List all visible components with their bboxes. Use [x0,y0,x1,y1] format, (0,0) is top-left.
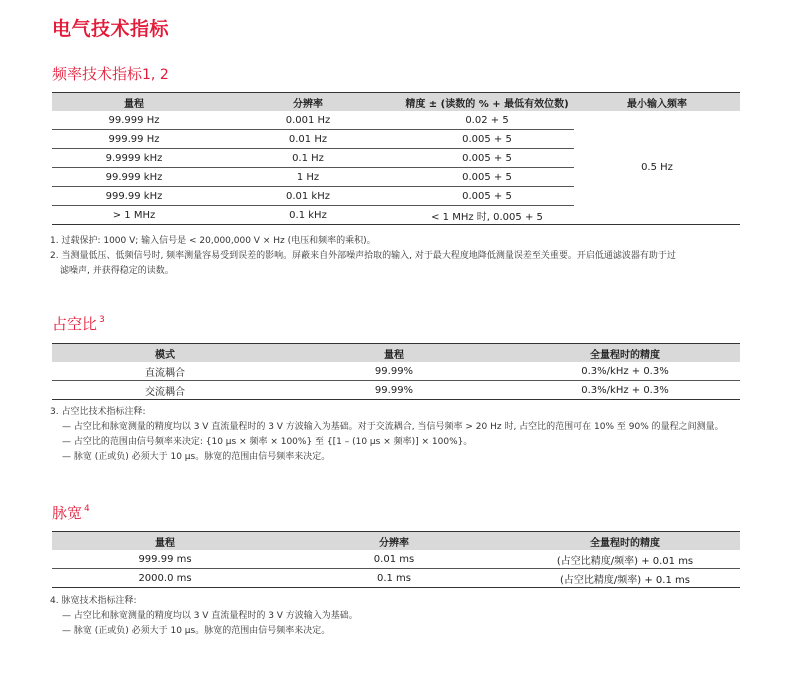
cell-accuracy: 0.02 + 5 [400,111,574,130]
table-row [52,550,740,569]
duty-notes [50,405,750,465]
pulse-header-row [52,532,740,551]
page-title: 电气技术指标 [52,18,170,40]
cell-range: 99.999 Hz [52,111,216,130]
pulse-section-title [52,502,90,523]
cell-resolution: 0.01 ms [278,550,510,569]
header-full-scale-accuracy: 全量程时的精度 [510,532,740,551]
cell-resolution: 1 Hz [216,168,400,187]
frequency-header-row [52,93,740,112]
cell-resolution: 0.1 kHz [216,206,400,225]
pulse-title-text: 脉宽 [52,504,83,522]
cell-accuracy: 0.005 + 5 [400,187,574,206]
frequency-table [52,92,740,225]
cell-range: 99.99% [278,362,510,381]
cell-range: 2000.0 ms [52,569,278,588]
table-row [52,111,740,130]
cell-resolution: 0.01 Hz [216,130,400,149]
header-range: 量程 [52,532,278,551]
frequency-notes [50,234,750,279]
cell-resolution: 0.001 Hz [216,111,400,130]
note-line: 4. 脉宽技术指标注释: [50,596,137,606]
cell-accuracy: 0.005 + 5 [400,168,574,187]
duty-title-sup: 3 [99,315,105,325]
frequency-title-suffix: 1, 2 [142,67,169,83]
cell-resolution: 0.1 ms [278,569,510,588]
pulse-title-sup: 4 [84,504,90,514]
frequency-title-text: 频率技术指标 [52,65,143,83]
pulse-notes [50,594,750,639]
table-row [52,569,740,588]
note-line: 3. 占空比技术指标注释: [50,407,146,417]
cell-accuracy: 0.005 + 5 [400,149,574,168]
cell-accuracy: < 1 MHz 时, 0.005 + 5 [400,206,574,225]
note-line: — 脉宽 (正或负) 必须大于 10 μs。脉宽的范围由信号频率来决定。 [62,626,331,636]
note-line: — 占空比和脉宽测量的精度均以 3 V 直流量程时的 3 V 方波输入为基础。 [62,611,358,621]
header-accuracy: 精度 ± (读数的 % + 最低有效位数) [400,93,574,112]
cell-range: 999.99 kHz [52,187,216,206]
duty-section-title [52,313,105,334]
cell-accuracy: 0.005 + 5 [400,130,574,149]
note-line: — 占空比的范围由信号频率来决定: {10 μs × 频率 × 100%} 至 {[1 – (10 μs × 频率)] × 100%}。 [62,437,473,447]
cell-min-input-frequency: 0.5 Hz [574,111,740,225]
pulse-table [52,531,740,588]
cell-mode: 交流耦合 [52,381,278,400]
cell-range: 999.99 ms [52,550,278,569]
cell-range: 99.999 kHz [52,168,216,187]
note-line: 1. 过载保护: 1000 V; 输入信号是 < 20,000,000 V × Hz (电压和频率的乘积)。 [50,236,376,246]
header-mode: 模式 [52,344,278,363]
duty-header-row [52,344,740,363]
duty-table [52,343,740,400]
cell-range: 99.99% [278,381,510,400]
note-line: 2. 当测量低压、低频信号时, 频率测量容易受到误差的影响。屏蔽来自外部噪声拾取的输入, 对于最大程度地降低测量误差至关重要。开启低通滤波器有助于过 [50,251,676,261]
cell-range: 9.9999 kHz [52,149,216,168]
cell-range: 999.99 Hz [52,130,216,149]
cell-resolution: 0.1 Hz [216,149,400,168]
duty-title-text: 占空比 [52,315,98,333]
note-line: — 脉宽 (正或负) 必须大于 10 μs。脉宽的范围由信号频率来决定。 [62,452,331,462]
cell-accuracy: (占空比精度/频率) + 0.01 ms [510,550,740,569]
header-range: 量程 [278,344,510,363]
frequency-section-title [52,63,169,84]
header-resolution: 分辨率 [278,532,510,551]
cell-resolution: 0.01 kHz [216,187,400,206]
cell-accuracy: 0.3%/kHz + 0.3% [510,362,740,381]
header-full-scale-accuracy: 全量程时的精度 [510,344,740,363]
note-line: 滤噪声, 并获得稳定的读数。 [60,266,174,276]
cell-range: > 1 MHz [52,206,216,225]
note-line: — 占空比和脉宽测量的精度均以 3 V 直流量程时的 3 V 方波输入为基础。对于交流耦合, 当信号频率 > 20 Hz 时, 占空比的范围可在 10% 至 90% 的量程之间测量。 [62,422,724,432]
cell-accuracy: 0.3%/kHz + 0.3% [510,381,740,400]
header-resolution: 分辨率 [216,93,400,112]
cell-mode: 直流耦合 [52,362,278,381]
header-min-input-frequency: 最小输入频率 [574,93,740,112]
cell-accuracy: (占空比精度/频率) + 0.1 ms [510,569,740,588]
table-row [52,381,740,400]
header-range: 量程 [52,93,216,112]
table-row [52,362,740,381]
